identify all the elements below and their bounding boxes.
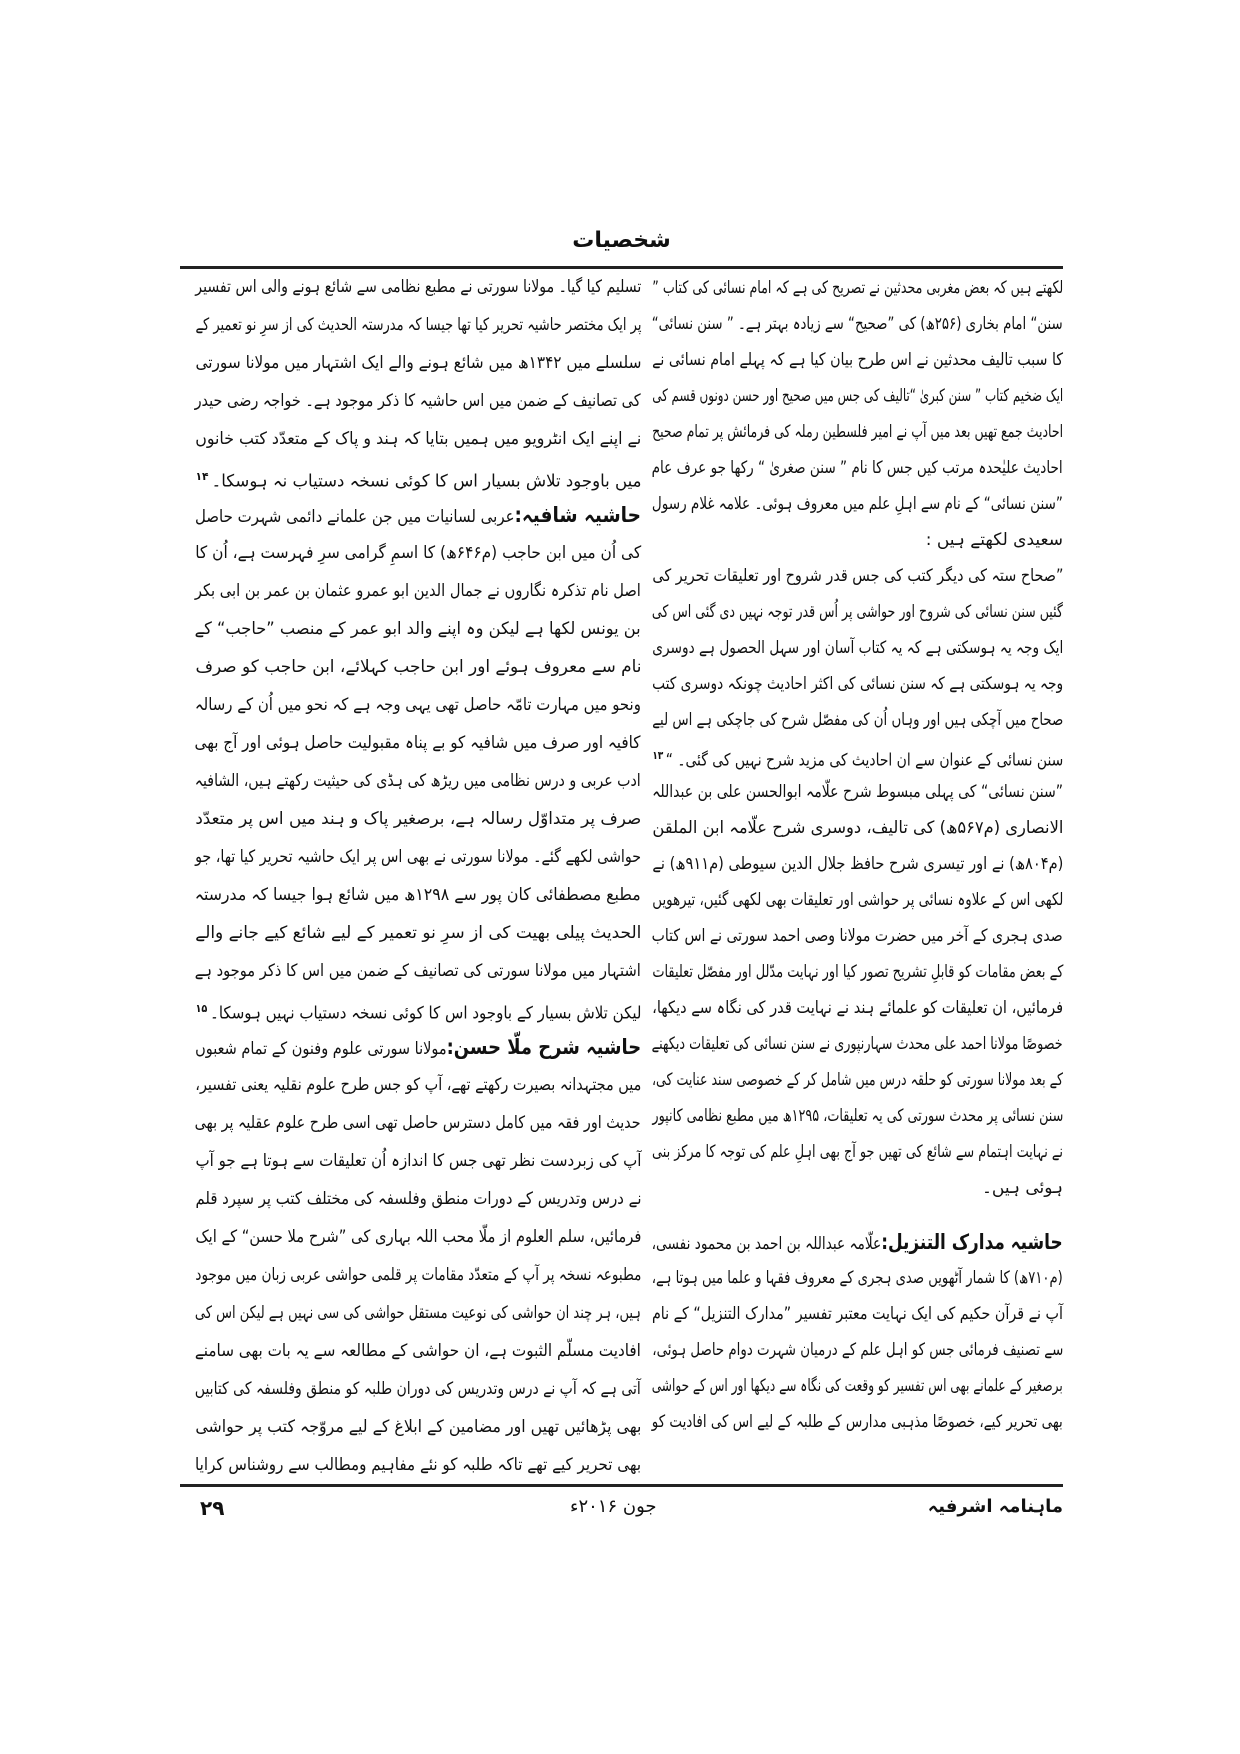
- text-line: [652, 306, 1063, 342]
- text-line: [195, 1142, 641, 1180]
- line-text: (م۷۱۰ھ) کا شمار آٹھویں صدی ہجری کے معروف فقہا و علما میں ہوتا ہے،: [652, 1268, 1063, 1288]
- line-content: [652, 702, 1063, 738]
- line-content: [652, 1332, 1063, 1368]
- line-content: [652, 1224, 1063, 1262]
- text-line: [652, 1332, 1063, 1368]
- line-content: [195, 762, 641, 800]
- line-text: احادیث علیٰحدہ مرتب کیں جس کا نام ” سنن صغریٰ “ رکھا جو عرف عام: [652, 458, 1063, 478]
- text-line: [652, 522, 1063, 558]
- text-line: [195, 534, 641, 572]
- line-content: [652, 1062, 1063, 1098]
- line-content: [195, 1218, 641, 1256]
- line-text: تسلیم کیا گیا۔ مولانا سورتی نے مطبع نظامی سے شائع ہونے والی اس تفسیر: [194, 277, 641, 297]
- line-text: علّامہ عبداللہ بن احمد بن محمود نفسی،: [652, 1234, 882, 1254]
- line-content: [195, 1294, 641, 1332]
- line-content: [982, 1170, 1063, 1206]
- text-line: [652, 702, 1063, 738]
- text-line: [652, 666, 1063, 702]
- text-line: [195, 762, 641, 800]
- line-text: مطبوعہ نسخہ پر آپ کے متعدّد مقامات پر قلمی حواشی عربی زبان میں موجود: [195, 1265, 641, 1285]
- line-content: [926, 522, 1063, 558]
- line-text: نے اپنے ایک انٹرویو میں ہمیں بتایا کہ ہند و پاک کے متعدّد کتب خانوں: [195, 429, 641, 449]
- line-text: نام سے معروف ہوئے اور ابن حاجب کہلائے، ابن حاجب کو صرف: [195, 657, 641, 677]
- line-content: [195, 800, 641, 838]
- text-line: [195, 1294, 641, 1332]
- text-line: [195, 914, 641, 952]
- text-line: [652, 486, 1063, 522]
- line-text: لکھی اس کے علاوہ نسائی پر حواشی اور تعلیقات بھی لکھی گئیں، تیرھویں: [652, 890, 1063, 910]
- line-text: احادیث جمع تھیں بعد میں آپ نے امیر فلسطین رملہ کی فرمائش پر تمام صحیح: [652, 422, 1063, 442]
- line-content: [195, 648, 641, 686]
- line-text: حدیث اور فقہ میں کامل دسترس حاصل تھی اسی طرح علوم عقلیہ پر بھی: [195, 1113, 641, 1133]
- line-content: [652, 342, 1063, 378]
- line-content: [195, 306, 641, 344]
- line-text: ونحو میں مہارت تامّہ حاصل تھی یہی وجہ ہے کہ نحو میں اُن کے رسالہ: [195, 695, 641, 715]
- line-text: ایک وجہ یہ ہوسکتی ہے کہ یہ کتاب آسان اور سہل الحصول ہے دوسری: [652, 638, 1063, 658]
- line-text: کے بعد مولانا سورتی کو حلقہ درس میں شامل کر کے خصوصی سند عنایت کی،: [652, 1070, 1063, 1090]
- line-text: برصغیر کے علمانے بھی اس تفسیر کو وقعت کی نگاہ سے دیکھا اور اس کے حواشی: [652, 1376, 1063, 1396]
- line-text: ”سنن نسائی“ کے نام سے اہلِ علم میں معروف ہوئی۔ علامہ غلام رسول: [652, 494, 1063, 514]
- line-content: [652, 594, 1063, 630]
- text-line: [195, 990, 641, 1028]
- line-text: (م۸۰۴ھ) نے اور تیسری شرح حافظ جلال الدین سیوطی (م۹۱۱ھ) نے: [652, 854, 1063, 874]
- line-content: [652, 1260, 1063, 1296]
- line-text: ہیں، ہر چند ان حواشی کی نوعیت مستقل حواشی کی سی نہیں ہے لیکن اس کی: [195, 1303, 641, 1323]
- line-text: نے درس وتدریس کے دورات منطق وفلسفہ کی مختلف کتب پر سپرد قلم: [195, 1189, 641, 1209]
- text-line: [652, 882, 1063, 918]
- text-line: [652, 1134, 1063, 1170]
- section-heading: حاشیہ شرح ملّا حسن:: [446, 1035, 641, 1059]
- line-text: الحدیث پیلی بھیت کی از سرِ نو تعمیر کے لیے شائع کیے جانے والے: [195, 923, 641, 943]
- footnote-marker: ۱۳: [652, 749, 663, 762]
- line-text: فرمائیں، سلم العلوم از ملّا محب اللہ بہاری کی ”شرح ملا حسن“ کے ایک: [195, 1227, 641, 1247]
- line-content: [195, 1104, 641, 1142]
- line-content: [652, 450, 1063, 486]
- footnote-marker: ۱۴: [195, 470, 209, 483]
- line-content: [195, 724, 641, 762]
- text-line: [652, 1206, 1063, 1224]
- line-text: کے بعض مقامات کو قابلِ تشریح تصور کیا اور نہایت مدّلل اور مفصّل تعلیقات: [652, 962, 1063, 982]
- line-content: [195, 458, 641, 501]
- text-line: [652, 594, 1063, 630]
- text-line: [195, 572, 641, 610]
- text-line: [652, 990, 1063, 1026]
- text-line: [195, 724, 641, 762]
- footer-rule: [180, 1484, 1063, 1487]
- text-line: [652, 738, 1063, 774]
- text-line: [652, 1296, 1063, 1332]
- line-content: [195, 382, 641, 420]
- text-line: [195, 1104, 641, 1142]
- text-line: [652, 1170, 1063, 1206]
- line-content: [652, 630, 1063, 666]
- footer-page-number: ۲۹: [200, 1496, 225, 1520]
- line-text: گئیں سنن نسائی کی شروح اور حواشی پر اُس قدر توجہ نہیں دی گئی اس کی: [652, 602, 1063, 622]
- text-line: [652, 1026, 1063, 1062]
- text-line: [652, 1062, 1063, 1098]
- line-text: اشتہار میں مولانا سورتی کی تصانیف کے ضمن میں اس کا ذکر موجود ہے: [195, 961, 641, 981]
- line-text: لیکن تلاش بسیار کے باوجود اس کا کوئی نسخہ دستیاب نہیں ہوسکا۔: [209, 1003, 641, 1024]
- text-line: [652, 270, 1063, 306]
- text-line: [652, 1404, 1063, 1440]
- line-content: [652, 414, 1063, 450]
- line-content: [195, 344, 641, 382]
- line-text: سنن“ امام بخاری (۲۵۶ھ) کی ”صحیح“ سے زیادہ بہتر ہے۔ ” سنن نسائی“: [652, 314, 1063, 334]
- line-text: بن یونس لکھا ہے لیکن وہ اپنے والد ابو عمر کے منصب ”حاجب“ کے: [195, 619, 641, 639]
- footer-magazine-name: ماہنامہ اشرفیہ: [927, 1496, 1063, 1517]
- line-text: عربی لسانیات میں جن علمانے دائمی شہرت حاصل: [195, 507, 515, 527]
- section-heading: حاشیہ مدارک التنزیل:: [881, 1230, 1063, 1254]
- line-text: اصل نام تذکرہ نگاروں نے جمال الدین ابو عمرو عثمان بن عمر بن ابی بکر: [195, 581, 641, 601]
- line-text: بھی پڑھائیں تھیں اور مضامین کے ابلاغ کے لیے مروّجہ کتب پر حواشی: [195, 1417, 641, 1437]
- line-content: [195, 534, 641, 572]
- text-line: [195, 1218, 641, 1256]
- line-text: کافیہ اور صرف میں شافیہ کو بے پناہ مقبولیت حاصل ہوئی اور آج بھی: [195, 733, 641, 753]
- line-content: [195, 610, 641, 648]
- line-content: [652, 882, 1063, 918]
- text-line: [652, 342, 1063, 378]
- line-content: [195, 1066, 641, 1104]
- line-text: فرمائیں، ان تعلیقات کو علمائے ہند نے نہایت قدر کی نگاہ سے دیکھا،: [652, 998, 1063, 1018]
- line-text: سلسلے میں ۱۳۴۲ھ میں شائع ہونے والے ایک اشتہار میں مولانا سورتی: [195, 353, 641, 373]
- line-text: وجہ یہ ہوسکتی ہے کہ سنن نسائی کی اکثر احادیث چونکہ دوسری کتب: [652, 674, 1063, 694]
- section-heading-line: [195, 496, 641, 534]
- line-text: ایک ضخیم کتاب ” سنن کبریٰ “تالیف کی جس میں صحیح اور حسن دونوں قسم کی: [652, 386, 1063, 406]
- line-text: میں باوجود تلاش بسیار اس کا کوئی نسخہ دستیاب نہ ہوسکا۔: [211, 471, 641, 492]
- line-content: [195, 1180, 641, 1218]
- line-content: [195, 686, 641, 724]
- line-content: [652, 774, 1063, 810]
- text-line: [195, 610, 641, 648]
- text-line: [195, 876, 641, 914]
- line-content: [195, 420, 641, 458]
- line-text: مولانا سورتی علوم وفنون کے تمام شعبوں: [195, 1039, 447, 1059]
- line-text: افادیت مسلّم الثبوت ہے، ان حواشی کے مطالعہ سے یہ بات بھی سامنے: [195, 1341, 641, 1361]
- text-line: [195, 838, 641, 876]
- line-content: [652, 990, 1063, 1026]
- line-text: صرف پر متداوّل رسالہ ہے، برصغیر پاک و ہند میں اس پر متعدّد: [195, 809, 641, 829]
- line-content: [195, 496, 641, 536]
- line-content: [195, 1370, 641, 1408]
- line-content: [195, 952, 641, 990]
- text-line: [195, 420, 641, 458]
- text-line: [195, 952, 641, 990]
- line-text: ہوئی ہیں۔: [981, 1178, 1063, 1198]
- line-content: [195, 838, 641, 876]
- line-text: الانصاری (م۵۶۷ھ) کی تالیف، دوسری شرح علّامہ ابن الملقن: [652, 818, 1063, 838]
- section-heading-line: [195, 1028, 641, 1066]
- line-text: ”صحاح ستہ کی دیگر کتب کی جس قدر شروح اور تعلیقات تحریر کی: [652, 566, 1063, 586]
- line-content: [195, 876, 641, 914]
- line-content: [652, 1368, 1063, 1404]
- line-content: [652, 270, 1063, 306]
- text-line: [195, 382, 641, 420]
- line-text: کی اُن میں ابن حاجب (م۶۴۶ھ) کا اسمِ گرامی سرِ فہرست ہے، اُن کا: [195, 543, 641, 563]
- text-line: [652, 918, 1063, 954]
- line-content: [652, 666, 1063, 702]
- line-content: [652, 558, 1063, 594]
- section-heading: حاشیہ شافیہ:: [514, 503, 641, 527]
- line-content: [195, 1028, 641, 1068]
- text-line: [195, 1370, 641, 1408]
- line-text: صدی ہجری کے آخر میں حضرت مولانا وصی احمد سورتی نے اس کتاب: [652, 926, 1063, 946]
- line-content: [195, 990, 641, 1033]
- text-line: [195, 1180, 641, 1218]
- footer-issue-date: جون ۲۰۱۶ء: [570, 1496, 657, 1517]
- line-content: [195, 1256, 641, 1294]
- text-line: [652, 1368, 1063, 1404]
- line-content: [195, 1408, 641, 1446]
- line-text: بھی تحریر کیے، خصوصًا مذہبی مدارس کے طلبہ کے لیے اس کی افادیت کو: [652, 1412, 1063, 1432]
- line-text: ”سنن نسائی“ کی پہلی مبسوط شرح علّامہ ابوالحسن علی بن عبداللہ: [652, 782, 1063, 802]
- text-line: [195, 1332, 641, 1370]
- running-head-title: شخصیات: [572, 228, 671, 253]
- line-content: [195, 1332, 641, 1370]
- text-line: [652, 954, 1063, 990]
- line-content: [652, 1404, 1063, 1440]
- line-text: آپ نے قرآن حکیم کی ایک نہایت معتبر تفسیر ”مدارک التنزیل“ کے نام: [652, 1304, 1063, 1324]
- line-text: نے نہایت اہتمام سے شائع کی تھیں جو آج بھی اہلِ علم کی توجہ کا مرکز بنی: [652, 1142, 1063, 1162]
- line-content: [652, 1296, 1063, 1332]
- text-line: [652, 1260, 1063, 1296]
- text-line: [652, 1098, 1063, 1134]
- line-content: [195, 914, 641, 952]
- line-text: کی تصانیف کے ضمن میں اس حاشیہ کا ذکر موجود ہے۔ خواجہ رضی حیدر: [195, 391, 641, 411]
- right-column: [652, 270, 1063, 1440]
- line-content: [652, 1134, 1063, 1170]
- line-content: [195, 1446, 641, 1484]
- line-text: لکھتے ہیں کہ بعض مغربی محدثین نے تصریح کی ہے کہ امام نسائی کی کتاب ”: [652, 278, 1063, 298]
- text-line: [652, 414, 1063, 450]
- line-text: آتی ہے کہ آپ نے درس وتدریس کی دوران طلبہ کو منطق وفلسفہ کی کتابیں: [195, 1379, 641, 1399]
- line-text: سنن نسائی کے عنوان سے ان احادیث کی مزید شرح نہیں کی گئی۔ “: [665, 750, 1063, 771]
- text-line: [652, 630, 1063, 666]
- line-content: [652, 954, 1063, 990]
- text-line: [652, 378, 1063, 414]
- text-line: [195, 1408, 641, 1446]
- line-content: [652, 306, 1063, 342]
- text-line: [195, 1256, 641, 1294]
- text-line: [652, 558, 1063, 594]
- line-text: حواشی لکھے گئے۔ مولانا سورتی نے بھی اس پر ایک حاشیہ تحریر کیا تھا، جو: [195, 847, 641, 867]
- text-line: [195, 344, 641, 382]
- line-content: [652, 378, 1063, 414]
- text-line: [195, 648, 641, 686]
- text-line: [195, 1066, 641, 1104]
- text-line: [195, 686, 641, 724]
- line-text: میں مجتہدانہ بصیرت رکھتے تھے، آپ کو جس طرح علوم نقلیہ یعنی تفسیر،: [195, 1075, 641, 1095]
- footnote-marker: ۱۵: [195, 1002, 207, 1015]
- line-text: خصوصًا مولانا احمد علی محدث سہارنپوری نے سنن نسائی کی تعلیقات دیکھنے: [652, 1034, 1063, 1054]
- line-content: [652, 1098, 1063, 1134]
- text-line: [652, 810, 1063, 846]
- line-text: ادب عربی و درس نظامی میں ریڑھ کی ہڈی کی حیثیت رکھتے ہیں، الشافیہ: [195, 771, 641, 791]
- line-text: آپ کی زبردست نظر تھی جس کا اندازہ اُن تعلیقات سے ہوتا ہے جو آپ: [195, 1151, 641, 1171]
- line-content: [195, 268, 641, 306]
- line-text: سنن نسائی پر محدث سورتی کی یہ تعلیقات، ۱۲۹۵ھ میں مطبع نظامی کانپور: [652, 1106, 1063, 1126]
- line-text: بھی تحریر کیے تھے تاکہ طلبہ کو نئے مفاہیم ومطالب سے روشناس کرایا: [195, 1455, 641, 1475]
- text-line: [652, 846, 1063, 882]
- line-text: پر ایک مختصر حاشیہ تحریر کیا تھا جیسا کہ مدرستہ الحدیث کی از سرِ نو تعمیر کے: [195, 315, 641, 335]
- line-text: کا سبب تالیف محدثین نے اس طرح بیان کیا ہے کہ پہلے امام نسائی نے: [652, 350, 1063, 370]
- line-text: سعیدی لکھتے ہیں :: [925, 530, 1063, 550]
- line-content: [652, 486, 1063, 522]
- line-content: [652, 1026, 1063, 1062]
- text-line: [195, 458, 641, 496]
- line-content: [652, 738, 1063, 779]
- line-content: [195, 572, 641, 610]
- text-line: [195, 268, 641, 306]
- line-text: صحاح میں آچکی ہیں اور وہاں اُن کی مفصّل شرح کی جاچکی ہے اس لیے: [652, 710, 1063, 730]
- line-content: [195, 1142, 641, 1180]
- section-heading-line: [652, 1224, 1063, 1260]
- line-text: مطبع مصطفائی کان پور سے ۱۲۹۸ھ میں شائع ہوا جیسا کہ مدرستہ: [195, 885, 641, 905]
- text-line: [195, 800, 641, 838]
- text-line: [652, 774, 1063, 810]
- line-content: [652, 918, 1063, 954]
- line-text: سے تصنیف فرمائی جس کو اہل علم کے درمیان شہرت دوام حاصل ہوئی،: [652, 1340, 1063, 1360]
- line-content: [652, 810, 1063, 846]
- text-line: [652, 450, 1063, 486]
- left-column: [195, 268, 641, 1484]
- text-line: [195, 1446, 641, 1484]
- text-line: [195, 306, 641, 344]
- line-content: [652, 846, 1063, 882]
